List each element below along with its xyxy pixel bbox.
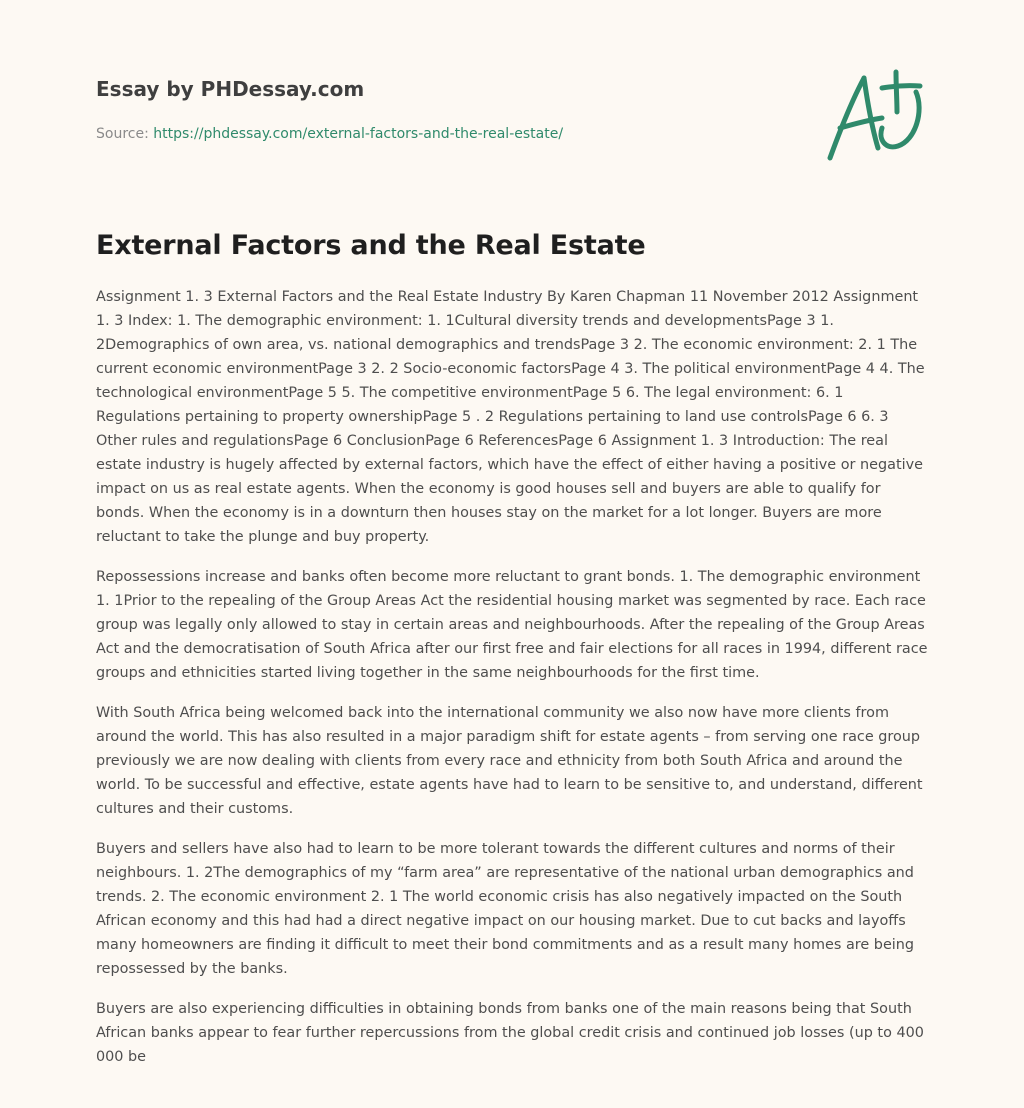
paragraph: Buyers and sellers have also had to learn to be more tolerant towards the different cultures and norms of their neighbours. 1. 2The demographics of my “farm area” are representative of the national urban demographics and trends. 2. The economic environment 2. 1 The world economic crisis has also negatively impacted on the South African economy and this had had a direct negative impact on our housing market. Due to cut backs and layoffs many homeowners are finding it difficult to meet their bond commitments and as a result many homes are being repossessed by the banks.: [96, 841, 915, 977]
page-header: [96, 74, 796, 144]
essay-body: [96, 285, 932, 1085]
source-line: [96, 124, 796, 144]
source-label: Source:: [96, 126, 149, 142]
paragraph: Repossessions increase and banks often become more reluctant to grant bonds. 1. The demographic environment 1. 1Prior to the repealing of the Group Areas Act the residential housing market was segmented by race. Each race group was legally only allowed to stay in certain areas and neighbourhoods. After the repealing of the Group Areas Act and the democratisation of South Africa after our first free and fair elections for all races in 1994, different race groups and ethnicities started living together in the same neighbourhoods for the first time.: [96, 569, 928, 681]
page-title: External Factors and the Real Estate: [96, 230, 646, 261]
site-title: Essay by PHDessay.com: [96, 77, 365, 101]
source-link[interactable]: https://phdessay.com/external-factors-and-the-real-estate/: [153, 126, 564, 142]
paragraph: With South Africa being welcomed back into the international community we also now have more clients from around the world. This has also resulted in a major paradigm shift for estate agents – from serving one race group previously we are now dealing with clients from every race and ethnicity from both South Africa and around the world. To be successful and effective, estate agents have had to learn to be sensitive to, and understand, different cultures and their customs.: [96, 705, 923, 817]
paragraph: Buyers are also experiencing difficulties in obtaining bonds from banks one of the main reasons being that South African banks appear to fear further repercussions from the global credit crisis and continued job losses (up to 400 000 be: [96, 1001, 924, 1065]
a-plus-logo-icon: [820, 66, 930, 166]
paragraph: Assignment 1. 3 External Factors and the Real Estate Industry By Karen Chapman 11 November 2012 Assignment 1. 3 Index: 1. The demographic environment: 1. 1Cultural diversity trends and developmentsPage 3 1. 2Demographics of own area, vs. national demographics and trendsPage 3 2. The economic environment: 2. 1 The current economic environmentPage 3 2. 2 Socio-economic factorsPage 4 3. The political environmentPage 4 4. The technological environmentPage 5 5. The competitive environmentPage 5 6. The legal environment: 6. 1 Regulations pertaining to property ownershipPage 5 . 2 Regulations pertaining to land use controlsPage 6 6. 3 Other rules and regulationsPage 6 ConclusionPage 6 ReferencesPage 6 Assignment 1. 3 Introduction: The real estate industry is hugely affected by external factors, which have the effect of either having a positive or negative impact on us as real estate agents. When the economy is good houses sell and buyers are able to qualify for bonds. When the economy is in a downturn then houses stay on the market for a lot longer. Buyers are more reluctant to take the plunge and buy property.: [96, 289, 925, 545]
